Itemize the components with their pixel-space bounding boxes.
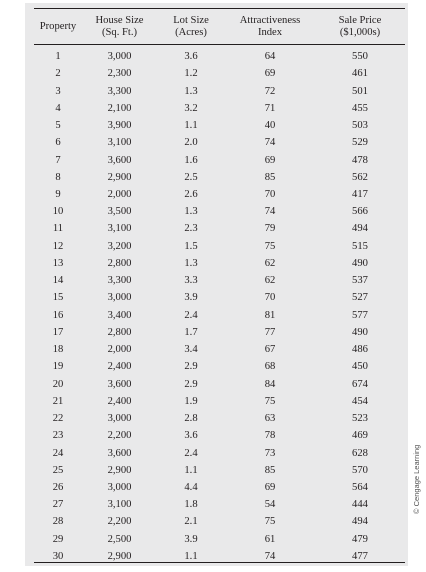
table-row	[34, 513, 405, 530]
cell-lot-size: 3.2	[184, 102, 198, 114]
cell-attractiveness-index: 70	[264, 188, 276, 200]
cell-house-size: 3,200	[107, 240, 132, 252]
cell-property: 25	[52, 464, 64, 476]
column-header-house-size: House Size (Sq. Ft.)	[95, 15, 144, 38]
copyright-credit: © Cengage Learning	[412, 444, 421, 514]
cell-lot-size: 1.3	[184, 206, 198, 218]
cell-house-size: 2,400	[107, 361, 132, 373]
cell-sale-price: 444	[352, 499, 368, 511]
cell-house-size: 2,500	[107, 533, 132, 545]
cell-house-size: 3,000	[107, 481, 132, 493]
table-row	[34, 358, 405, 375]
table-row	[34, 462, 405, 479]
cell-attractiveness-index: 67	[264, 344, 276, 356]
table-row	[34, 82, 405, 99]
cell-attractiveness-index: 74	[264, 137, 276, 149]
column-header-attractiveness-index: Attractiveness Index	[239, 15, 301, 38]
column-header-lot-size: Lot Size (Acres)	[173, 15, 209, 38]
cell-lot-size: 2.6	[184, 188, 198, 200]
table-row	[34, 186, 405, 203]
cell-attractiveness-index: 54	[264, 499, 276, 511]
property-sales-table	[34, 9, 405, 565]
cell-house-size: 3,000	[107, 413, 132, 425]
cell-house-size: 2,000	[107, 344, 132, 356]
cell-lot-size: 1.3	[184, 257, 198, 269]
cell-property: 13	[52, 257, 64, 269]
cell-house-size: 2,400	[107, 395, 132, 407]
cell-house-size: 3,600	[107, 447, 132, 459]
cell-sale-price: 417	[352, 188, 368, 200]
cell-house-size: 3,600	[107, 154, 132, 166]
cell-house-size: 3,300	[107, 275, 132, 287]
cell-property: 14	[52, 275, 64, 287]
cell-house-size: 2,900	[107, 550, 132, 562]
cell-sale-price: 461	[352, 68, 368, 80]
table-row	[34, 496, 405, 513]
cell-sale-price: 529	[352, 137, 368, 149]
cell-sale-price: 469	[352, 430, 368, 442]
cell-lot-size: 2.9	[184, 361, 198, 373]
cell-house-size: 2,300	[107, 68, 132, 80]
cell-lot-size: 1.3	[184, 85, 198, 97]
table-row	[34, 410, 405, 427]
table-body	[34, 44, 405, 565]
cell-house-size: 3,600	[107, 378, 132, 390]
cell-attractiveness-index: 63	[264, 413, 276, 425]
cell-property: 1	[55, 51, 61, 63]
cell-attractiveness-index: 78	[264, 430, 276, 442]
cell-house-size: 2,200	[107, 430, 132, 442]
cell-house-size: 2,100	[107, 102, 132, 114]
cell-sale-price: 478	[352, 154, 368, 166]
cell-sale-price: 550	[352, 51, 368, 63]
cell-property: 26	[52, 481, 64, 493]
cell-attractiveness-index: 77	[264, 326, 276, 338]
cell-lot-size: 1.1	[184, 550, 198, 562]
table-row	[34, 341, 405, 358]
table-row	[34, 100, 405, 117]
cell-sale-price: 494	[352, 223, 368, 235]
table-row	[34, 307, 405, 324]
table-row	[34, 169, 405, 186]
cell-property: 21	[52, 395, 64, 407]
cell-sale-price: 562	[352, 171, 368, 183]
cell-sale-price: 477	[352, 550, 368, 562]
cell-attractiveness-index: 81	[264, 309, 276, 321]
cell-attractiveness-index: 79	[264, 223, 276, 235]
cell-lot-size: 1.9	[184, 395, 198, 407]
cell-property: 6	[55, 137, 61, 149]
table-row	[34, 272, 405, 289]
cell-lot-size: 3.3	[184, 275, 198, 287]
header-row	[34, 9, 405, 44]
table-row	[34, 255, 405, 272]
cell-property: 28	[52, 516, 64, 528]
cell-attractiveness-index: 71	[264, 102, 276, 114]
cell-property: 27	[52, 499, 64, 511]
cell-attractiveness-index: 69	[264, 68, 276, 80]
cell-attractiveness-index: 85	[264, 171, 276, 183]
table-row	[34, 324, 405, 341]
cell-sale-price: 674	[352, 378, 368, 390]
cell-house-size: 3,400	[107, 309, 132, 321]
table-row	[34, 289, 405, 306]
table-row	[34, 531, 405, 548]
column-header-sale-price: Sale Price ($1,000s)	[338, 15, 382, 38]
cell-sale-price: 527	[352, 292, 368, 304]
cell-sale-price: 537	[352, 275, 368, 287]
cell-sale-price: 490	[352, 257, 368, 269]
cell-sale-price: 566	[352, 206, 368, 218]
cell-lot-size: 3.9	[184, 533, 198, 545]
cell-house-size: 3,100	[107, 499, 132, 511]
cell-property: 22	[52, 413, 64, 425]
table-row	[34, 427, 405, 444]
table-row	[34, 134, 405, 151]
cell-property: 29	[52, 533, 64, 545]
cell-house-size: 3,300	[107, 85, 132, 97]
cell-attractiveness-index: 69	[264, 154, 276, 166]
cell-property: 30	[52, 550, 64, 562]
cell-house-size: 2,000	[107, 188, 132, 200]
cell-lot-size: 2.0	[184, 137, 198, 149]
cell-property: 11	[52, 223, 64, 235]
cell-lot-size: 2.4	[184, 309, 198, 321]
cell-attractiveness-index: 75	[264, 240, 276, 252]
cell-lot-size: 3.9	[184, 292, 198, 304]
cell-attractiveness-index: 40	[264, 120, 276, 132]
cell-sale-price: 577	[352, 309, 368, 321]
table-row	[34, 393, 405, 410]
table-row	[34, 444, 405, 461]
cell-lot-size: 1.6	[184, 154, 198, 166]
cell-sale-price: 455	[352, 102, 368, 114]
cell-property: 18	[52, 344, 64, 356]
cell-property: 9	[55, 188, 61, 200]
cell-property: 12	[52, 240, 64, 252]
table-row	[34, 220, 405, 237]
cell-lot-size: 4.4	[184, 481, 198, 493]
table-row	[34, 65, 405, 82]
cell-attractiveness-index: 61	[264, 533, 276, 545]
cell-sale-price: 494	[352, 516, 368, 528]
cell-house-size: 3,900	[107, 120, 132, 132]
cell-house-size: 2,200	[107, 516, 132, 528]
cell-property: 7	[55, 154, 61, 166]
cell-house-size: 2,800	[107, 326, 132, 338]
cell-lot-size: 2.4	[184, 447, 198, 459]
cell-sale-price: 570	[352, 464, 368, 476]
cell-lot-size: 1.2	[184, 68, 198, 80]
cell-attractiveness-index: 69	[264, 481, 276, 493]
cell-property: 3	[55, 85, 61, 97]
cell-lot-size: 1.7	[184, 326, 198, 338]
cell-sale-price: 515	[352, 240, 368, 252]
cell-property: 5	[55, 120, 61, 132]
cell-house-size: 3,100	[107, 223, 132, 235]
cell-attractiveness-index: 74	[264, 206, 276, 218]
cell-sale-price: 454	[352, 395, 368, 407]
cell-sale-price: 564	[352, 481, 368, 493]
cell-property: 10	[52, 206, 64, 218]
cell-property: 24	[52, 447, 64, 459]
cell-house-size: 3,100	[107, 137, 132, 149]
cell-property: 8	[55, 171, 61, 183]
cell-lot-size: 1.1	[184, 464, 198, 476]
cell-lot-size: 2.3	[184, 223, 198, 235]
cell-property: 23	[52, 430, 64, 442]
cell-attractiveness-index: 68	[264, 361, 276, 373]
cell-lot-size: 1.5	[184, 240, 198, 252]
cell-attractiveness-index: 85	[264, 464, 276, 476]
table-row	[34, 238, 405, 255]
cell-sale-price: 486	[352, 344, 368, 356]
cell-lot-size: 3.4	[184, 344, 198, 356]
cell-lot-size: 2.1	[184, 516, 198, 528]
cell-property: 2	[55, 68, 61, 80]
table-row	[34, 375, 405, 392]
table-row	[34, 44, 405, 65]
cell-sale-price: 501	[352, 85, 368, 97]
cell-attractiveness-index: 75	[264, 516, 276, 528]
cell-property: 16	[52, 309, 64, 321]
cell-attractiveness-index: 75	[264, 395, 276, 407]
cell-sale-price: 523	[352, 413, 368, 425]
column-header-property: Property	[39, 20, 77, 32]
cell-lot-size: 2.8	[184, 413, 198, 425]
cell-house-size: 2,900	[107, 171, 132, 183]
cell-sale-price: 479	[352, 533, 368, 545]
table-row	[34, 117, 405, 134]
cell-sale-price: 450	[352, 361, 368, 373]
cell-attractiveness-index: 70	[264, 292, 276, 304]
table-row	[34, 151, 405, 168]
cell-lot-size: 2.9	[184, 378, 198, 390]
cell-lot-size: 3.6	[184, 51, 198, 63]
cell-attractiveness-index: 74	[264, 550, 276, 562]
cell-house-size: 2,900	[107, 464, 132, 476]
cell-house-size: 3,000	[107, 51, 132, 63]
cell-property: 19	[52, 361, 64, 373]
cell-property: 17	[52, 326, 64, 338]
cell-property: 15	[52, 292, 64, 304]
cell-property: 20	[52, 378, 64, 390]
cell-attractiveness-index: 64	[264, 51, 276, 63]
cell-house-size: 3,000	[107, 292, 132, 304]
cell-sale-price: 628	[352, 447, 368, 459]
cell-attractiveness-index: 72	[264, 85, 276, 97]
cell-attractiveness-index: 73	[264, 447, 276, 459]
cell-attractiveness-index: 84	[264, 378, 276, 390]
cell-property: 4	[55, 102, 61, 114]
cell-lot-size: 1.1	[184, 120, 198, 132]
cell-house-size: 3,500	[107, 206, 132, 218]
cell-attractiveness-index: 62	[264, 275, 276, 287]
table-row	[34, 479, 405, 496]
table-row	[34, 548, 405, 565]
cell-house-size: 2,800	[107, 257, 132, 269]
table-row	[34, 203, 405, 220]
cell-attractiveness-index: 62	[264, 257, 276, 269]
cell-sale-price: 490	[352, 326, 368, 338]
cell-lot-size: 3.6	[184, 430, 198, 442]
cell-sale-price: 503	[352, 120, 368, 132]
cell-lot-size: 1.8	[184, 499, 198, 511]
cell-lot-size: 2.5	[184, 171, 198, 183]
